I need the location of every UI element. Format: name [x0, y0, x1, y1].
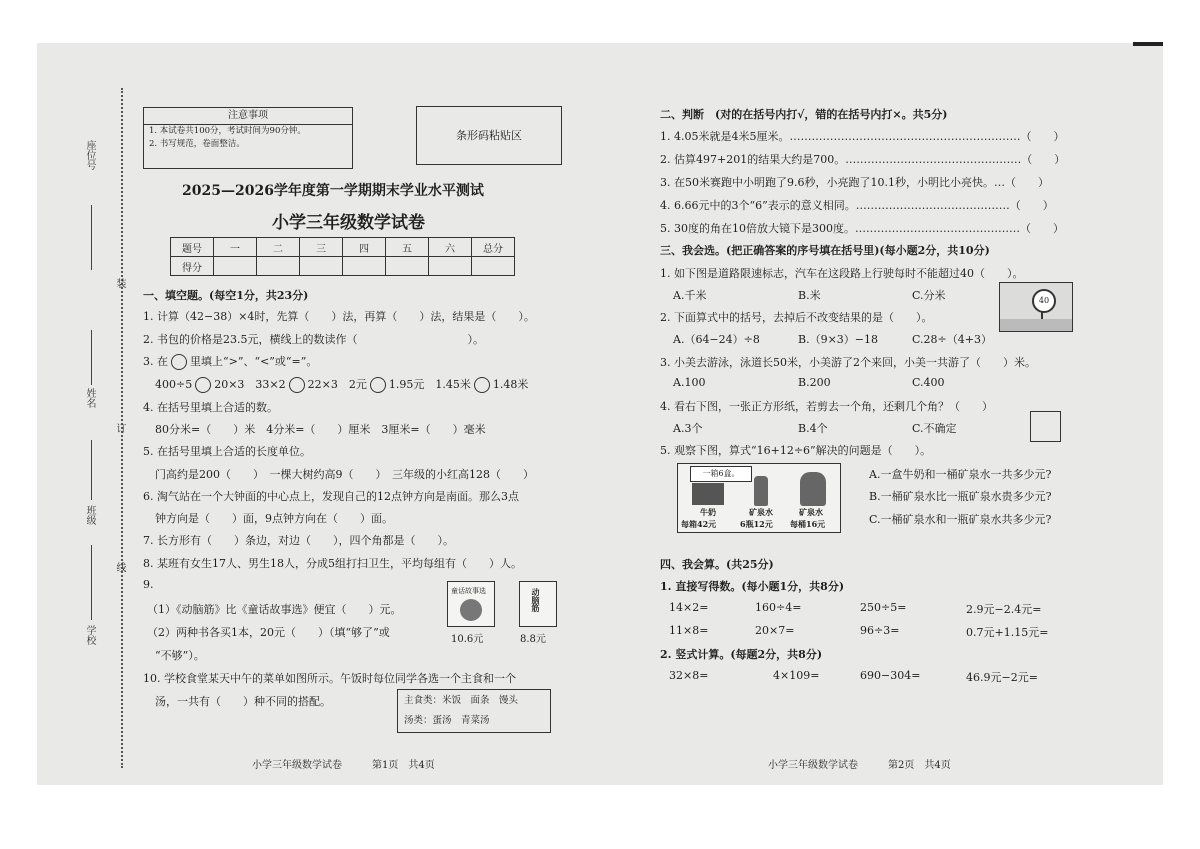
score-header-cell: 四	[343, 238, 386, 257]
score-table-header-row	[171, 238, 515, 257]
choice-4-b: B.4个	[798, 422, 828, 435]
choice-5-c: C.一桶矿泉水和一瓶矿泉水共多少元?	[869, 513, 1052, 526]
question-2: 2. 书包的价格是23.5元，横线上的数读作（ ）。	[143, 333, 484, 346]
choice-1-c: C.分米	[912, 289, 946, 302]
choice-3-b: B.200	[798, 376, 831, 389]
question-9-part-2-cont: “不够”）。	[155, 649, 205, 662]
choice-2-b: B.（9×3）−18	[798, 333, 879, 346]
score-header-cell: 一	[214, 238, 257, 257]
vertical-calc-item: 32×8=	[669, 669, 709, 682]
book-1-illustration	[460, 599, 482, 621]
corner-mark	[1133, 42, 1163, 46]
book-brain-teasers	[519, 581, 557, 627]
section-1-heading: 一、填空题。(每空1分，共23分)	[143, 289, 309, 302]
judge-1: 1. 4.05米就是4米5厘米。………………………………………………………（ ）	[660, 130, 1065, 143]
shop-label-water-jug: 矿泉水	[799, 507, 823, 517]
score-cell[interactable]	[214, 257, 257, 276]
answer-circle[interactable]	[195, 377, 211, 393]
score-table-score-row	[171, 257, 515, 276]
judge-5: 5. 30度的角在10倍放大镜下是300度。………………………………………（ ）	[660, 222, 1064, 235]
notice-box	[143, 107, 353, 169]
square-paper-image	[1030, 411, 1061, 442]
choice-1: 1. 如下图是道路限速标志，汽车在这段路上行驶每时不能超过40（ ）。	[660, 267, 1024, 280]
choice-3-a: A.100	[673, 376, 706, 389]
menu-staples: 主食类：米饭 面条 馒头	[404, 695, 519, 706]
question-3	[143, 353, 317, 370]
choice-4-c: C.不确定	[912, 422, 957, 435]
calc-item: 20×7=	[755, 624, 795, 637]
score-row-label: 得分	[171, 257, 214, 276]
calc-item: 2.9元−2.4元=	[966, 603, 1042, 616]
ding-mark: 订	[114, 423, 125, 433]
seat-line	[91, 205, 92, 270]
question-3-suffix: 里填上“>”、“<”或“=”。	[190, 355, 318, 368]
choice-1-a: A.千米	[673, 289, 707, 302]
judge-4: 4. 6.66元中的3个“6”表示的意义相同。……………………………………（ ）	[660, 199, 1054, 212]
score-cell[interactable]	[343, 257, 386, 276]
score-cell[interactable]	[300, 257, 343, 276]
menu-box	[397, 689, 551, 733]
vertical-calc-item: 46.9元−2元=	[966, 671, 1038, 684]
score-cell[interactable]	[386, 257, 429, 276]
shop-label-milk: 牛奶	[700, 507, 716, 517]
school-line	[91, 545, 92, 620]
score-header-cell: 总分	[472, 238, 515, 257]
answer-circle[interactable]	[370, 377, 386, 393]
question-3-comparisons	[155, 376, 528, 393]
choice-2: 2. 下面算式中的括号，去掉后不改变结果的是（ ）。	[660, 311, 933, 324]
calc-item: 160÷4=	[755, 601, 802, 614]
score-cell[interactable]	[429, 257, 472, 276]
book-2-price: 8.8元	[520, 634, 546, 645]
right-page-footer: 小学三年级数学试卷 第2页 共4页	[768, 760, 951, 771]
question-9-part-2: （2）两种书各买1本，20元（ ）（填“够了”或	[147, 626, 390, 639]
question-6-line-2: 钟方向是（ ）面，9点钟方向在（ ）面。	[155, 512, 393, 525]
question-10-line-2: 汤，一共有（ ）种不同的搭配。	[155, 695, 331, 708]
notice-title: 注意事项	[144, 108, 352, 125]
question-7: 7. 长方形有（ ）条边，对边（ ），四个角都是（ ）。	[143, 534, 454, 547]
choice-1-b: B.米	[798, 289, 821, 302]
exam-title: 2025—2026学年度第一学期期末学业水平测试	[182, 183, 484, 199]
vertical-calc-item: 690−304=	[860, 669, 921, 682]
choice-5: 5. 观察下图，算式“16+12÷6”解决的问题是（ ）。	[660, 444, 932, 457]
book-fairy-tales	[447, 581, 495, 627]
shop-price-water-jug: 每桶16元	[790, 519, 826, 529]
barcode-area: 条形码粘贴区	[416, 106, 562, 165]
section-4-heading: 四、我会算。(共25分)	[660, 558, 774, 571]
book-1-price: 10.6元	[451, 634, 484, 645]
calc-item: 0.7元+1.15元=	[966, 626, 1049, 639]
section-4-part-2: 2. 竖式计算。(每题2分，共8分)	[660, 648, 823, 661]
book-2-title: 动脑筋	[531, 588, 541, 612]
comparison-text: 400÷5	[155, 378, 193, 391]
calc-item: 11×8=	[669, 624, 709, 637]
speed-limit-sign-image	[999, 282, 1073, 332]
shop-price-milk: 每箱42元	[681, 519, 717, 529]
question-1: 1. 计算（42−38）×4时，先算（ ）法，再算（ ）法，结果是（ ）。	[143, 310, 535, 323]
class-label: 班级	[84, 505, 95, 525]
shop-label-water-bottle: 矿泉水	[749, 507, 773, 517]
shop-tag: 一箱6盒。	[690, 466, 752, 482]
score-table	[170, 237, 515, 276]
notice-line-1: 1. 本试卷共100分，考试时间为90分钟。	[149, 126, 306, 136]
choice-4: 4. 看右下图，一张正方形纸，若剪去一个角，还剩几个角？（ ）	[660, 400, 993, 413]
comparison-text: 1.48米	[492, 378, 529, 391]
choice-5-b: B.一桶矿泉水比一瓶矿泉水贵多少元?	[869, 490, 1052, 503]
water-bottle-image	[754, 476, 768, 506]
score-header-cell: 六	[429, 238, 472, 257]
question-4: 4. 在括号里填上合适的数。	[143, 401, 278, 414]
name-line	[91, 330, 92, 385]
choice-2-a: A.（64−24）÷8	[673, 333, 760, 346]
comparison-text: 20×3 33×2	[214, 378, 286, 391]
choice-3-c: C.400	[912, 376, 945, 389]
comparison-text: 1.95元 1.45米	[388, 378, 471, 391]
school-label: 学校	[84, 625, 95, 645]
score-header-cell: 二	[257, 238, 300, 257]
seat-label: 座位号	[84, 140, 95, 170]
section-2-heading: 二、判断 (对的在括号内打√，错的在括号内打×。共5分)	[660, 108, 948, 121]
name-label: 姓名	[84, 388, 95, 408]
question-9: 9.	[143, 578, 154, 591]
shop-price-image	[677, 463, 841, 533]
question-3-prefix: 3. 在	[143, 355, 168, 368]
left-page-footer: 小学三年级数学试卷 第1页 共4页	[252, 760, 435, 771]
menu-soups: 汤类：蛋汤 青菜汤	[404, 715, 490, 726]
vertical-calc-item: 4×109=	[773, 669, 820, 682]
shop-price-water-bottle: 6瓶12元	[740, 519, 773, 529]
question-4-items: 80分米=（ ）米 4分米=（ ）厘米 3厘米=（ ）毫米	[155, 423, 486, 436]
judge-2: 2. 估算497+201的结果大约是700。…………………………………………（ ）	[660, 153, 1066, 166]
choice-2-c: C.28÷（4+3）	[912, 333, 992, 346]
choice-3: 3. 小美去游泳，泳道长50米，小美游了2个来回，小美一共游了（ ）米。	[660, 356, 1036, 369]
answer-circle[interactable]	[171, 354, 187, 370]
class-line	[91, 440, 92, 500]
choice-4-a: A.3个	[673, 422, 703, 435]
book-1-title: 童话故事选	[451, 587, 486, 595]
comparison-text: 22×3 2元	[307, 378, 367, 391]
question-5: 5. 在括号里填上合适的长度单位。	[143, 445, 311, 458]
answer-circle[interactable]	[289, 377, 305, 393]
notice-line-2: 2. 书写规范，卷面整洁。	[149, 139, 245, 149]
score-header-cell: 五	[386, 238, 429, 257]
milk-crate-image	[692, 483, 724, 505]
question-9-part-1: （1）《动脑筋》比《童话故事选》便宜（ ）元。	[147, 603, 402, 616]
section-3-heading: 三、我会选。(把正确答案的序号填在括号里)(每小题2分，共10分)	[660, 244, 990, 257]
exam-subtitle: 小学三年级数学试卷	[272, 213, 425, 233]
question-5-items: 门高约是200（ ） 一棵大树约高9（ ） 三年级的小红高128（ ）	[155, 468, 534, 481]
score-cell[interactable]	[472, 257, 515, 276]
question-10-line-1: 10. 学校食堂某天中午的菜单如图所示。午饭时每位同学各选一个主食和一个	[143, 672, 516, 685]
calc-item: 250÷5=	[860, 601, 907, 614]
road	[1000, 319, 1072, 331]
score-header-cell: 三	[300, 238, 343, 257]
water-jug-image	[800, 472, 826, 506]
score-cell[interactable]	[257, 257, 300, 276]
calc-item: 14×2=	[669, 601, 709, 614]
section-4-part-1: 1. 直接写得数。(每小题1分，共8分)	[660, 580, 845, 593]
xian-mark: 线	[114, 562, 125, 572]
speed-limit-value: 40	[1032, 289, 1056, 313]
score-header-cell: 题号	[171, 238, 214, 257]
judge-3: 3. 在50米赛跑中小明跑了9.6秒，小亮跑了10.1秒，小明比小亮快。…（ ）	[660, 176, 1049, 189]
zhuang-mark: 装	[114, 278, 125, 288]
question-6-line-1: 6. 淘气站在一个大钟面的中心点上，发现自己的12点钟方向是南面。那么3点	[143, 490, 519, 503]
choice-5-a: A.一盒牛奶和一桶矿泉水一共多少元?	[869, 468, 1052, 481]
question-8: 8. 某班有女生17人、男生18人，分成5组打扫卫生，平均每组有（ ）人。	[143, 557, 522, 570]
calc-item: 96÷3=	[860, 624, 900, 637]
answer-circle[interactable]	[474, 377, 490, 393]
